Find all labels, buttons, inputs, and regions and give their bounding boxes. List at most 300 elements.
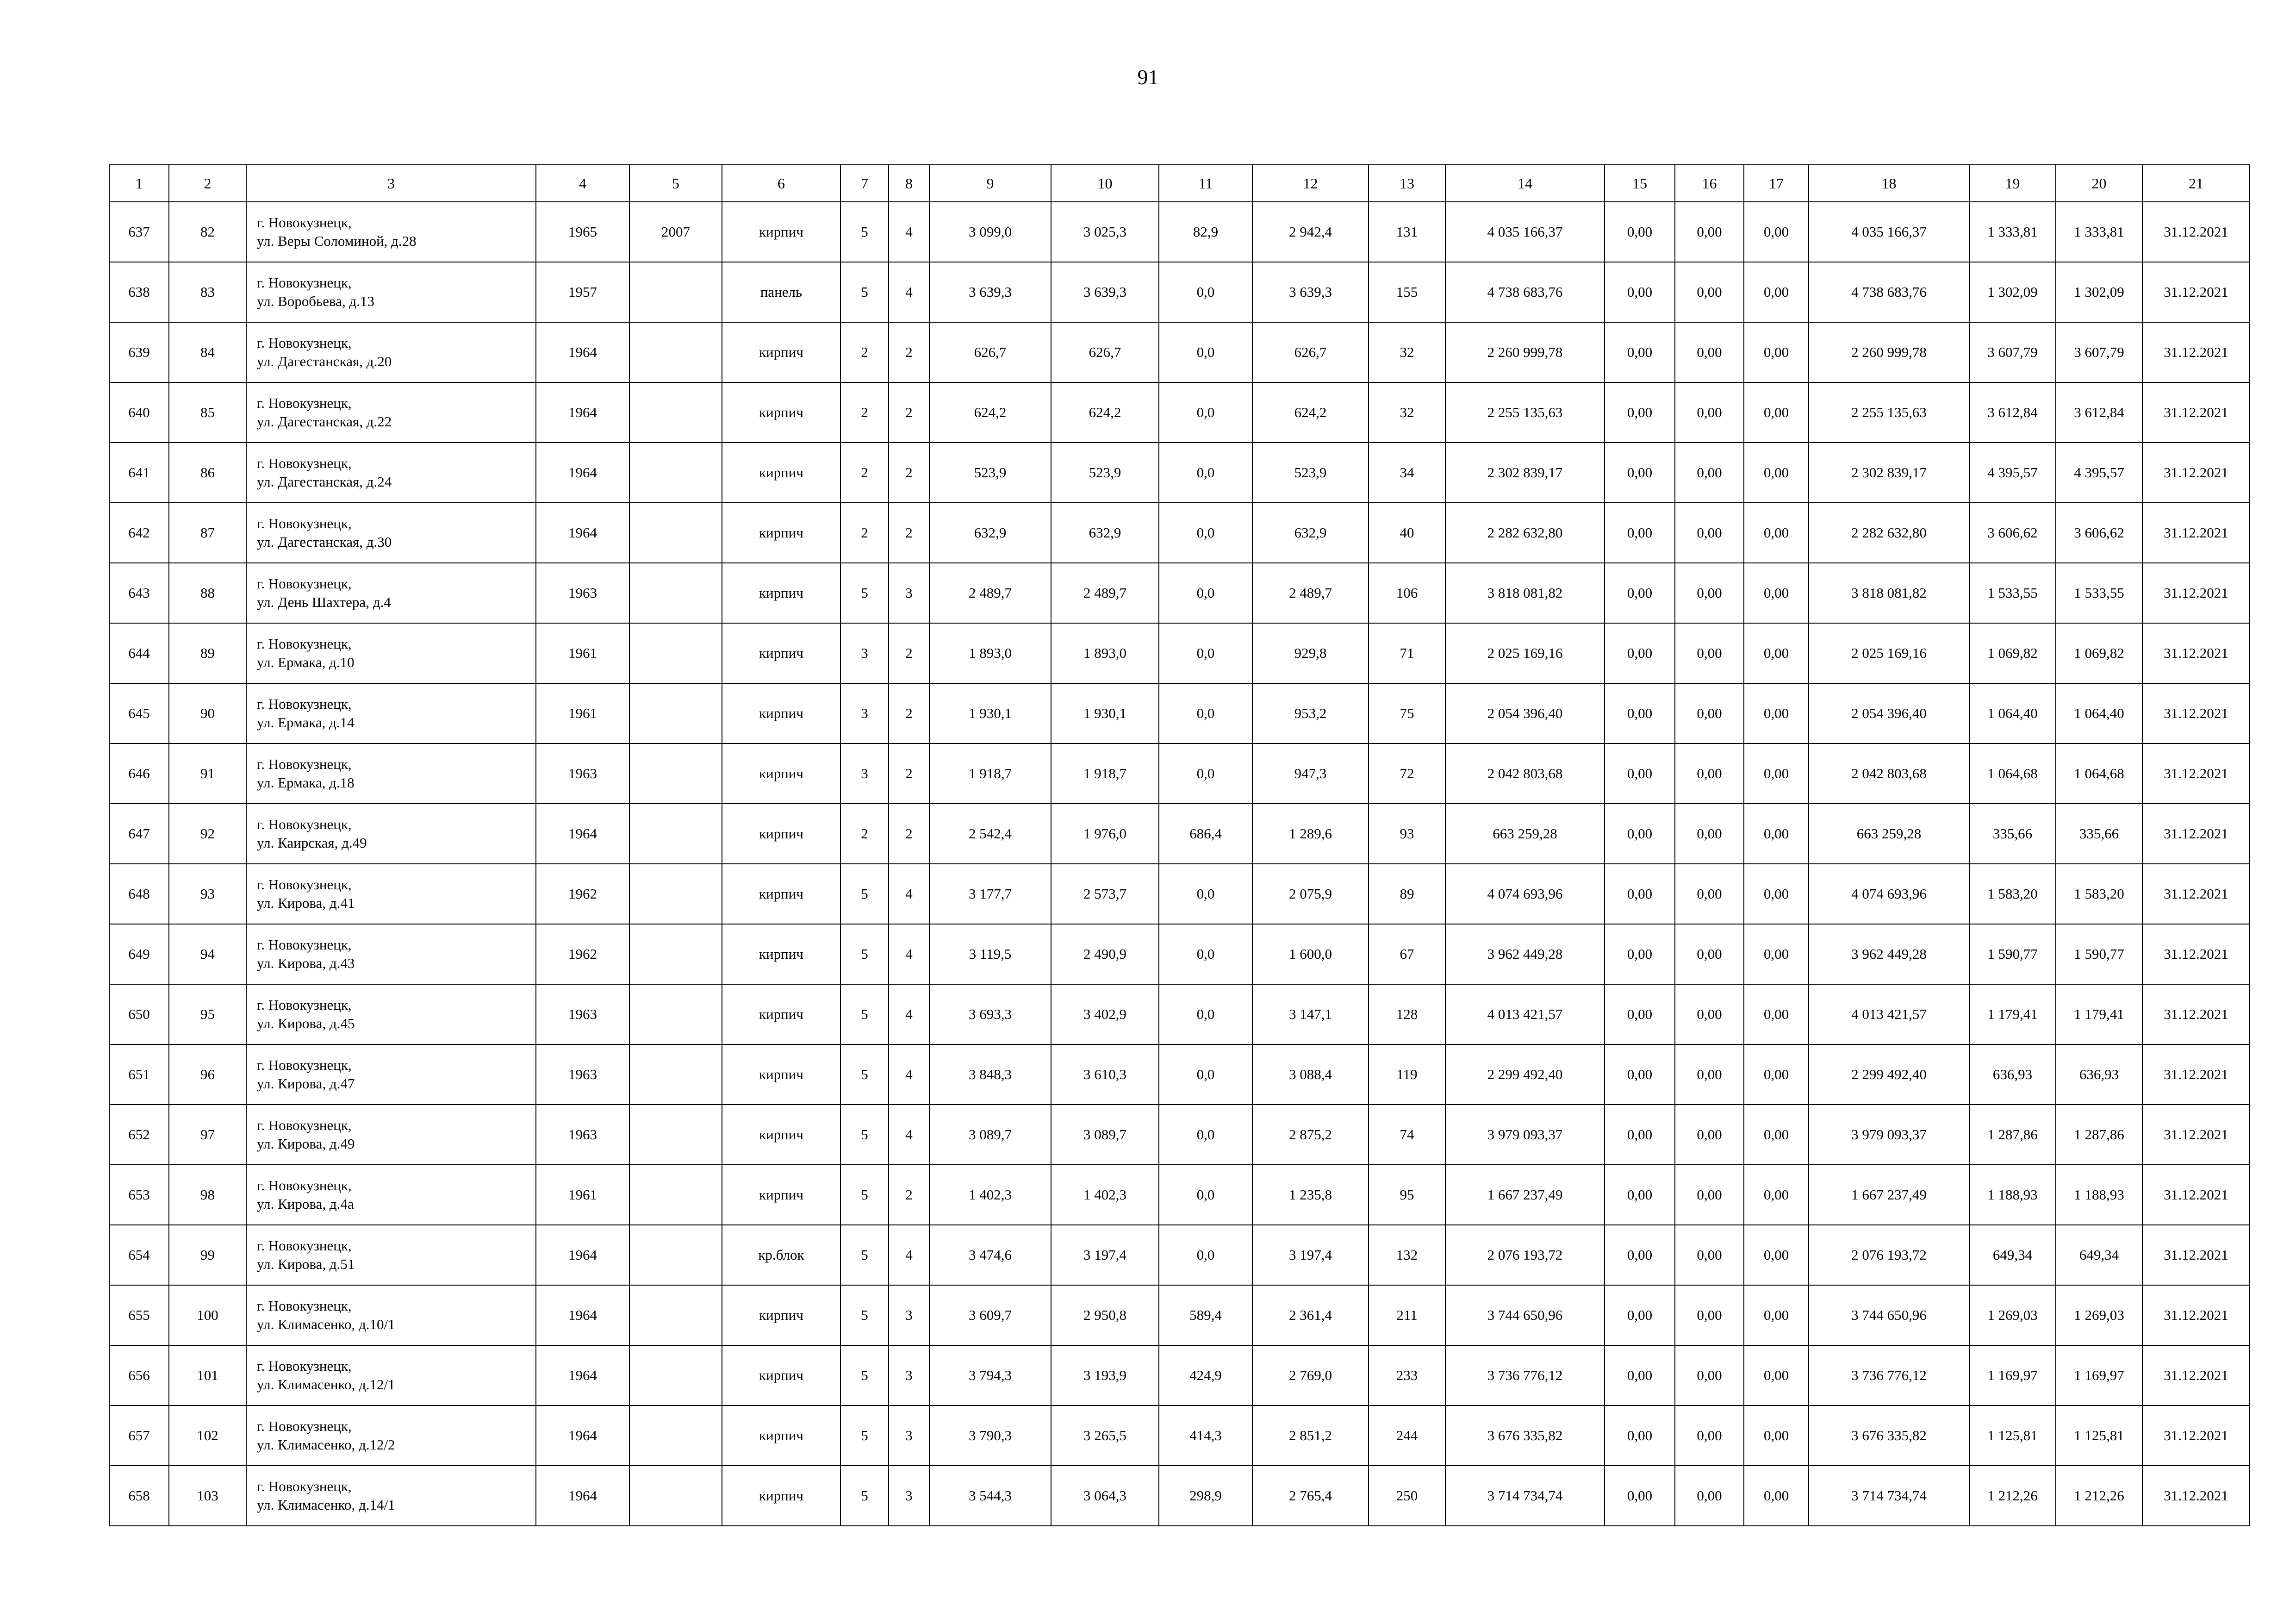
cell-federal-funds: 0,00 bbox=[1605, 743, 1675, 804]
cell-entrances: 4 bbox=[889, 202, 929, 262]
cell-unit-cost: 636,93 bbox=[1969, 1044, 2056, 1105]
cell-address bbox=[246, 382, 536, 443]
cell-nonliving-area: 0,0 bbox=[1159, 1044, 1252, 1105]
cell-local-funds: 0,00 bbox=[1744, 322, 1809, 382]
cell-item-number: 98 bbox=[169, 1165, 246, 1225]
cell-limit-cost: 1 064,40 bbox=[2056, 683, 2142, 743]
table-row bbox=[109, 1466, 2250, 1526]
table-row bbox=[109, 1105, 2250, 1165]
cell-wall-material: кирпич bbox=[722, 1405, 840, 1466]
cell-deadline: 31.12.2021 bbox=[2142, 262, 2250, 322]
address-city: г. Новокузнецк, bbox=[257, 575, 352, 592]
address-city: г. Новокузнецк, bbox=[257, 214, 352, 231]
address-city: г. Новокузнецк, bbox=[257, 1177, 352, 1193]
cell-nonliving-area: 0,0 bbox=[1159, 1165, 1252, 1225]
cell-nonliving-area: 0,0 bbox=[1159, 503, 1252, 563]
cell-estimated-cost: 2 299 492,40 bbox=[1445, 1044, 1605, 1105]
cell-floors: 5 bbox=[840, 1105, 889, 1165]
cell-entrances: 2 bbox=[889, 503, 929, 563]
cell-renovation-year bbox=[629, 382, 722, 443]
cell-address bbox=[246, 1044, 536, 1105]
table-row bbox=[109, 924, 2250, 984]
cell-deadline: 31.12.2021 bbox=[2142, 924, 2250, 984]
cell-total-area: 3 099,0 bbox=[929, 202, 1051, 262]
cell-item-number: 83 bbox=[169, 262, 246, 322]
cell-build-year: 1963 bbox=[536, 563, 629, 623]
cell-unit-cost: 4 395,57 bbox=[1969, 443, 2056, 503]
cell-total-area: 3 119,5 bbox=[929, 924, 1051, 984]
cell-item-number: 92 bbox=[169, 804, 246, 864]
cell-residents: 75 bbox=[1369, 683, 1445, 743]
cell-unit-cost: 1 069,82 bbox=[1969, 623, 2056, 683]
cell-address bbox=[246, 623, 536, 683]
cell-build-year: 1961 bbox=[536, 1165, 629, 1225]
table-row bbox=[109, 202, 2250, 262]
cell-estimated-cost: 2 260 999,78 bbox=[1445, 322, 1605, 382]
cell-address bbox=[246, 563, 536, 623]
cell-renovation-year bbox=[629, 1044, 722, 1105]
cell-local-funds: 0,00 bbox=[1744, 443, 1809, 503]
cell-floors: 5 bbox=[840, 1225, 889, 1285]
cell-federal-funds: 0,00 bbox=[1605, 1345, 1675, 1405]
cell-entrances: 2 bbox=[889, 322, 929, 382]
cell-entrances: 4 bbox=[889, 1105, 929, 1165]
cell-living-area: 632,9 bbox=[1051, 503, 1159, 563]
address-city: г. Новокузнецк, bbox=[257, 997, 352, 1013]
cell-living-area: 2 573,7 bbox=[1051, 864, 1159, 924]
cell-deadline: 31.12.2021 bbox=[2142, 1405, 2250, 1466]
table-row bbox=[109, 1405, 2250, 1466]
cell-wall-material: кирпич bbox=[722, 503, 840, 563]
cell-owners-funds: 3 714 734,74 bbox=[1809, 1466, 1969, 1526]
cell-address bbox=[246, 1225, 536, 1285]
cell-entrances: 3 bbox=[889, 1285, 929, 1345]
cell-private-area: 2 875,2 bbox=[1252, 1105, 1369, 1165]
cell-item-number: 101 bbox=[169, 1345, 246, 1405]
cell-row-number: 647 bbox=[109, 804, 169, 864]
cell-deadline: 31.12.2021 bbox=[2142, 623, 2250, 683]
address-street: ул. День Шахтера, д.4 bbox=[257, 594, 391, 610]
cell-living-area: 3 025,3 bbox=[1051, 202, 1159, 262]
cell-deadline: 31.12.2021 bbox=[2142, 1466, 2250, 1526]
cell-owners-funds: 2 282 632,80 bbox=[1809, 503, 1969, 563]
cell-entrances: 3 bbox=[889, 1466, 929, 1526]
cell-living-area: 3 193,9 bbox=[1051, 1345, 1159, 1405]
cell-floors: 5 bbox=[840, 1405, 889, 1466]
table-row bbox=[109, 1165, 2250, 1225]
table-row bbox=[109, 262, 2250, 322]
cell-deadline: 31.12.2021 bbox=[2142, 202, 2250, 262]
cell-local-funds: 0,00 bbox=[1744, 924, 1809, 984]
cell-total-area: 1 930,1 bbox=[929, 683, 1051, 743]
cell-federal-funds: 0,00 bbox=[1605, 864, 1675, 924]
cell-build-year: 1964 bbox=[536, 443, 629, 503]
cell-federal-funds: 0,00 bbox=[1605, 623, 1675, 683]
address-city: г. Новокузнецк, bbox=[257, 816, 352, 832]
cell-renovation-year bbox=[629, 1225, 722, 1285]
cell-item-number: 89 bbox=[169, 623, 246, 683]
cell-build-year: 1964 bbox=[536, 1345, 629, 1405]
cell-private-area: 929,8 bbox=[1252, 623, 1369, 683]
address-city: г. Новокузнецк, bbox=[257, 1478, 352, 1494]
address-street: ул. Ермака, д.18 bbox=[257, 775, 355, 791]
cell-living-area: 3 639,3 bbox=[1051, 262, 1159, 322]
cell-unit-cost: 1 064,68 bbox=[1969, 743, 2056, 804]
cell-deadline: 31.12.2021 bbox=[2142, 503, 2250, 563]
cell-row-number: 639 bbox=[109, 322, 169, 382]
cell-total-area: 3 794,3 bbox=[929, 1345, 1051, 1405]
cell-living-area: 3 089,7 bbox=[1051, 1105, 1159, 1165]
cell-limit-cost: 636,93 bbox=[2056, 1044, 2142, 1105]
address-street: ул. Воробьева, д.13 bbox=[257, 293, 374, 309]
cell-living-area: 2 950,8 bbox=[1051, 1285, 1159, 1345]
cell-regional-funds: 0,00 bbox=[1675, 563, 1744, 623]
cell-renovation-year bbox=[629, 322, 722, 382]
table-row bbox=[109, 623, 2250, 683]
cell-row-number: 649 bbox=[109, 924, 169, 984]
cell-address bbox=[246, 743, 536, 804]
address-city: г. Новокузнецк, bbox=[257, 1117, 352, 1133]
cell-estimated-cost: 2 255 135,63 bbox=[1445, 382, 1605, 443]
cell-estimated-cost: 4 738 683,76 bbox=[1445, 262, 1605, 322]
cell-build-year: 1963 bbox=[536, 984, 629, 1044]
cell-total-area: 3 474,6 bbox=[929, 1225, 1051, 1285]
cell-item-number: 86 bbox=[169, 443, 246, 503]
cell-nonliving-area: 0,0 bbox=[1159, 924, 1252, 984]
cell-local-funds: 0,00 bbox=[1744, 202, 1809, 262]
address-street: ул. Кирова, д.43 bbox=[257, 955, 355, 971]
cell-total-area: 626,7 bbox=[929, 322, 1051, 382]
address-city: г. Новокузнецк, bbox=[257, 1057, 352, 1073]
cell-regional-funds: 0,00 bbox=[1675, 984, 1744, 1044]
cell-private-area: 2 769,0 bbox=[1252, 1345, 1369, 1405]
cell-nonliving-area: 0,0 bbox=[1159, 262, 1252, 322]
address-city: г. Новокузнецк, bbox=[257, 1418, 352, 1434]
cell-limit-cost: 1 333,81 bbox=[2056, 202, 2142, 262]
cell-owners-funds: 2 299 492,40 bbox=[1809, 1044, 1969, 1105]
address-city: г. Новокузнецк, bbox=[257, 937, 352, 953]
cell-private-area: 1 289,6 bbox=[1252, 804, 1369, 864]
cell-owners-funds: 2 076 193,72 bbox=[1809, 1225, 1969, 1285]
address-street: ул. Кирова, д.51 bbox=[257, 1256, 355, 1272]
cell-regional-funds: 0,00 bbox=[1675, 262, 1744, 322]
cell-item-number: 97 bbox=[169, 1105, 246, 1165]
cell-nonliving-area: 82,9 bbox=[1159, 202, 1252, 262]
cell-renovation-year bbox=[629, 1345, 722, 1405]
cell-unit-cost: 1 583,20 bbox=[1969, 864, 2056, 924]
cell-address bbox=[246, 1165, 536, 1225]
cell-nonliving-area: 0,0 bbox=[1159, 443, 1252, 503]
cell-build-year: 1965 bbox=[536, 202, 629, 262]
cell-federal-funds: 0,00 bbox=[1605, 1466, 1675, 1526]
cell-residents: 95 bbox=[1369, 1165, 1445, 1225]
cell-total-area: 2 542,4 bbox=[929, 804, 1051, 864]
cell-deadline: 31.12.2021 bbox=[2142, 683, 2250, 743]
cell-row-number: 650 bbox=[109, 984, 169, 1044]
cell-owners-funds: 3 962 449,28 bbox=[1809, 924, 1969, 984]
cell-living-area: 3 064,3 bbox=[1051, 1466, 1159, 1526]
cell-renovation-year bbox=[629, 443, 722, 503]
header-row bbox=[109, 165, 2250, 202]
cell-private-area: 632,9 bbox=[1252, 503, 1369, 563]
cell-private-area: 2 489,7 bbox=[1252, 563, 1369, 623]
cell-limit-cost: 1 583,20 bbox=[2056, 864, 2142, 924]
cell-floors: 2 bbox=[840, 443, 889, 503]
cell-federal-funds: 0,00 bbox=[1605, 683, 1675, 743]
cell-local-funds: 0,00 bbox=[1744, 1225, 1809, 1285]
cell-regional-funds: 0,00 bbox=[1675, 1105, 1744, 1165]
cell-build-year: 1962 bbox=[536, 864, 629, 924]
cell-federal-funds: 0,00 bbox=[1605, 1105, 1675, 1165]
cell-local-funds: 0,00 bbox=[1744, 984, 1809, 1044]
cell-local-funds: 0,00 bbox=[1744, 382, 1809, 443]
cell-residents: 89 bbox=[1369, 864, 1445, 924]
cell-address bbox=[246, 443, 536, 503]
cell-limit-cost: 1 269,03 bbox=[2056, 1285, 2142, 1345]
cell-living-area: 3 265,5 bbox=[1051, 1405, 1159, 1466]
cell-residents: 34 bbox=[1369, 443, 1445, 503]
cell-federal-funds: 0,00 bbox=[1605, 924, 1675, 984]
address-city: г. Новокузнецк, bbox=[257, 756, 352, 772]
column-header: 21 bbox=[2142, 165, 2250, 202]
table-row bbox=[109, 1044, 2250, 1105]
cell-unit-cost: 1 169,97 bbox=[1969, 1345, 2056, 1405]
cell-federal-funds: 0,00 bbox=[1605, 563, 1675, 623]
cell-residents: 155 bbox=[1369, 262, 1445, 322]
cell-renovation-year bbox=[629, 924, 722, 984]
cell-row-number: 656 bbox=[109, 1345, 169, 1405]
cell-address bbox=[246, 262, 536, 322]
column-header: 2 bbox=[169, 165, 246, 202]
cell-address bbox=[246, 322, 536, 382]
cell-entrances: 3 bbox=[889, 1345, 929, 1405]
cell-wall-material: кирпич bbox=[722, 1285, 840, 1345]
column-header: 13 bbox=[1369, 165, 1445, 202]
cell-item-number: 103 bbox=[169, 1466, 246, 1526]
cell-entrances: 2 bbox=[889, 804, 929, 864]
table-row bbox=[109, 984, 2250, 1044]
address-street: ул. Климасенко, д.14/1 bbox=[257, 1497, 395, 1513]
cell-item-number: 84 bbox=[169, 322, 246, 382]
cell-regional-funds: 0,00 bbox=[1675, 1405, 1744, 1466]
cell-build-year: 1962 bbox=[536, 924, 629, 984]
cell-unit-cost: 1 212,26 bbox=[1969, 1466, 2056, 1526]
cell-limit-cost: 1 169,97 bbox=[2056, 1345, 2142, 1405]
cell-owners-funds: 3 818 081,82 bbox=[1809, 563, 1969, 623]
cell-unit-cost: 1 333,81 bbox=[1969, 202, 2056, 262]
cell-item-number: 102 bbox=[169, 1405, 246, 1466]
cell-nonliving-area: 0,0 bbox=[1159, 382, 1252, 443]
table-row bbox=[109, 743, 2250, 804]
cell-residents: 93 bbox=[1369, 804, 1445, 864]
cell-renovation-year bbox=[629, 503, 722, 563]
table-row bbox=[109, 322, 2250, 382]
cell-federal-funds: 0,00 bbox=[1605, 1044, 1675, 1105]
column-header: 17 bbox=[1744, 165, 1809, 202]
cell-limit-cost: 4 395,57 bbox=[2056, 443, 2142, 503]
cell-renovation-year bbox=[629, 743, 722, 804]
cell-private-area: 523,9 bbox=[1252, 443, 1369, 503]
cell-total-area: 3 693,3 bbox=[929, 984, 1051, 1044]
cell-federal-funds: 0,00 bbox=[1605, 382, 1675, 443]
cell-owners-funds: 4 074 693,96 bbox=[1809, 864, 1969, 924]
cell-entrances: 3 bbox=[889, 563, 929, 623]
cell-wall-material: панель bbox=[722, 262, 840, 322]
cell-entrances: 2 bbox=[889, 1165, 929, 1225]
cell-address bbox=[246, 1466, 536, 1526]
cell-total-area: 3 790,3 bbox=[929, 1405, 1051, 1466]
table-row bbox=[109, 804, 2250, 864]
cell-wall-material: кирпич bbox=[722, 202, 840, 262]
cell-limit-cost: 335,66 bbox=[2056, 804, 2142, 864]
cell-renovation-year bbox=[629, 1105, 722, 1165]
cell-item-number: 100 bbox=[169, 1285, 246, 1345]
cell-regional-funds: 0,00 bbox=[1675, 1165, 1744, 1225]
cell-unit-cost: 1 269,03 bbox=[1969, 1285, 2056, 1345]
cell-nonliving-area: 0,0 bbox=[1159, 743, 1252, 804]
address-street: ул. Кирова, д.49 bbox=[257, 1136, 355, 1152]
cell-row-number: 655 bbox=[109, 1285, 169, 1345]
cell-floors: 5 bbox=[840, 563, 889, 623]
cell-estimated-cost: 2 025 169,16 bbox=[1445, 623, 1605, 683]
cell-private-area: 953,2 bbox=[1252, 683, 1369, 743]
cell-item-number: 95 bbox=[169, 984, 246, 1044]
address-city: г. Новокузнецк, bbox=[257, 335, 352, 351]
cell-renovation-year: 2007 bbox=[629, 202, 722, 262]
address-city: г. Новокузнецк, bbox=[257, 696, 352, 712]
cell-build-year: 1964 bbox=[536, 1405, 629, 1466]
cell-wall-material: кирпич bbox=[722, 443, 840, 503]
cell-wall-material: кирпич bbox=[722, 864, 840, 924]
cell-owners-funds: 2 260 999,78 bbox=[1809, 322, 1969, 382]
cell-floors: 5 bbox=[840, 202, 889, 262]
cell-limit-cost: 1 590,77 bbox=[2056, 924, 2142, 984]
cell-limit-cost: 1 302,09 bbox=[2056, 262, 2142, 322]
cell-entrances: 4 bbox=[889, 262, 929, 322]
cell-row-number: 652 bbox=[109, 1105, 169, 1165]
cell-estimated-cost: 1 667 237,49 bbox=[1445, 1165, 1605, 1225]
cell-address bbox=[246, 924, 536, 984]
cell-residents: 119 bbox=[1369, 1044, 1445, 1105]
cell-nonliving-area: 0,0 bbox=[1159, 1105, 1252, 1165]
column-header: 3 bbox=[246, 165, 536, 202]
cell-living-area: 3 610,3 bbox=[1051, 1044, 1159, 1105]
address-city: г. Новокузнецк, bbox=[257, 515, 352, 531]
cell-unit-cost: 1 125,81 bbox=[1969, 1405, 2056, 1466]
address-city: г. Новокузнецк, bbox=[257, 636, 352, 652]
cell-federal-funds: 0,00 bbox=[1605, 1405, 1675, 1466]
cell-total-area: 1 893,0 bbox=[929, 623, 1051, 683]
cell-regional-funds: 0,00 bbox=[1675, 443, 1744, 503]
column-header: 5 bbox=[629, 165, 722, 202]
cell-regional-funds: 0,00 bbox=[1675, 503, 1744, 563]
cell-private-area: 2 851,2 bbox=[1252, 1405, 1369, 1466]
cell-local-funds: 0,00 bbox=[1744, 683, 1809, 743]
cell-living-area: 1 976,0 bbox=[1051, 804, 1159, 864]
cell-floors: 5 bbox=[840, 984, 889, 1044]
cell-row-number: 640 bbox=[109, 382, 169, 443]
cell-floors: 3 bbox=[840, 623, 889, 683]
cell-local-funds: 0,00 bbox=[1744, 1466, 1809, 1526]
cell-renovation-year bbox=[629, 1285, 722, 1345]
cell-entrances: 4 bbox=[889, 1225, 929, 1285]
cell-regional-funds: 0,00 bbox=[1675, 924, 1744, 984]
address-street: ул. Дагестанская, д.22 bbox=[257, 413, 392, 430]
cell-living-area: 523,9 bbox=[1051, 443, 1159, 503]
cell-build-year: 1964 bbox=[536, 1466, 629, 1526]
cell-owners-funds: 2 025 169,16 bbox=[1809, 623, 1969, 683]
cell-deadline: 31.12.2021 bbox=[2142, 984, 2250, 1044]
table-row bbox=[109, 1345, 2250, 1405]
cell-living-area: 1 893,0 bbox=[1051, 623, 1159, 683]
cell-row-number: 642 bbox=[109, 503, 169, 563]
cell-build-year: 1964 bbox=[536, 1285, 629, 1345]
cell-deadline: 31.12.2021 bbox=[2142, 382, 2250, 443]
cell-build-year: 1963 bbox=[536, 1105, 629, 1165]
cell-owners-funds: 4 013 421,57 bbox=[1809, 984, 1969, 1044]
cell-address bbox=[246, 984, 536, 1044]
cell-residents: 32 bbox=[1369, 322, 1445, 382]
cell-unit-cost: 1 302,09 bbox=[1969, 262, 2056, 322]
address-street: ул. Ермака, д.10 bbox=[257, 654, 355, 670]
cell-living-area: 1 918,7 bbox=[1051, 743, 1159, 804]
cell-row-number: 648 bbox=[109, 864, 169, 924]
column-header: 8 bbox=[889, 165, 929, 202]
table-body bbox=[109, 202, 2250, 1526]
cell-deadline: 31.12.2021 bbox=[2142, 743, 2250, 804]
cell-renovation-year bbox=[629, 1165, 722, 1225]
column-header: 10 bbox=[1051, 165, 1159, 202]
cell-federal-funds: 0,00 bbox=[1605, 262, 1675, 322]
table-row bbox=[109, 1285, 2250, 1345]
cell-private-area: 947,3 bbox=[1252, 743, 1369, 804]
cell-renovation-year bbox=[629, 804, 722, 864]
cell-total-area: 523,9 bbox=[929, 443, 1051, 503]
cell-unit-cost: 1 064,40 bbox=[1969, 683, 2056, 743]
cell-estimated-cost: 3 818 081,82 bbox=[1445, 563, 1605, 623]
cell-total-area: 3 639,3 bbox=[929, 262, 1051, 322]
cell-renovation-year bbox=[629, 1405, 722, 1466]
cell-item-number: 85 bbox=[169, 382, 246, 443]
table-row bbox=[109, 864, 2250, 924]
cell-nonliving-area: 0,0 bbox=[1159, 623, 1252, 683]
address-street: ул. Дагестанская, д.30 bbox=[257, 534, 392, 550]
cell-nonliving-area: 0,0 bbox=[1159, 984, 1252, 1044]
cell-row-number: 658 bbox=[109, 1466, 169, 1526]
cell-deadline: 31.12.2021 bbox=[2142, 1105, 2250, 1165]
cell-residents: 211 bbox=[1369, 1285, 1445, 1345]
cell-entrances: 4 bbox=[889, 864, 929, 924]
cell-build-year: 1964 bbox=[536, 503, 629, 563]
cell-regional-funds: 0,00 bbox=[1675, 1044, 1744, 1105]
cell-deadline: 31.12.2021 bbox=[2142, 804, 2250, 864]
cell-federal-funds: 0,00 bbox=[1605, 443, 1675, 503]
cell-estimated-cost: 4 013 421,57 bbox=[1445, 984, 1605, 1044]
cell-entrances: 4 bbox=[889, 1044, 929, 1105]
cell-estimated-cost: 2 054 396,40 bbox=[1445, 683, 1605, 743]
cell-nonliving-area: 589,4 bbox=[1159, 1285, 1252, 1345]
cell-address bbox=[246, 202, 536, 262]
cell-local-funds: 0,00 bbox=[1744, 1165, 1809, 1225]
cell-total-area: 3 089,7 bbox=[929, 1105, 1051, 1165]
cell-renovation-year bbox=[629, 864, 722, 924]
cell-build-year: 1964 bbox=[536, 1225, 629, 1285]
cell-deadline: 31.12.2021 bbox=[2142, 1044, 2250, 1105]
cell-estimated-cost: 3 744 650,96 bbox=[1445, 1285, 1605, 1345]
cell-wall-material: кирпич bbox=[722, 743, 840, 804]
cell-estimated-cost: 4 074 693,96 bbox=[1445, 864, 1605, 924]
address-street: ул. Кирова, д.47 bbox=[257, 1075, 355, 1092]
